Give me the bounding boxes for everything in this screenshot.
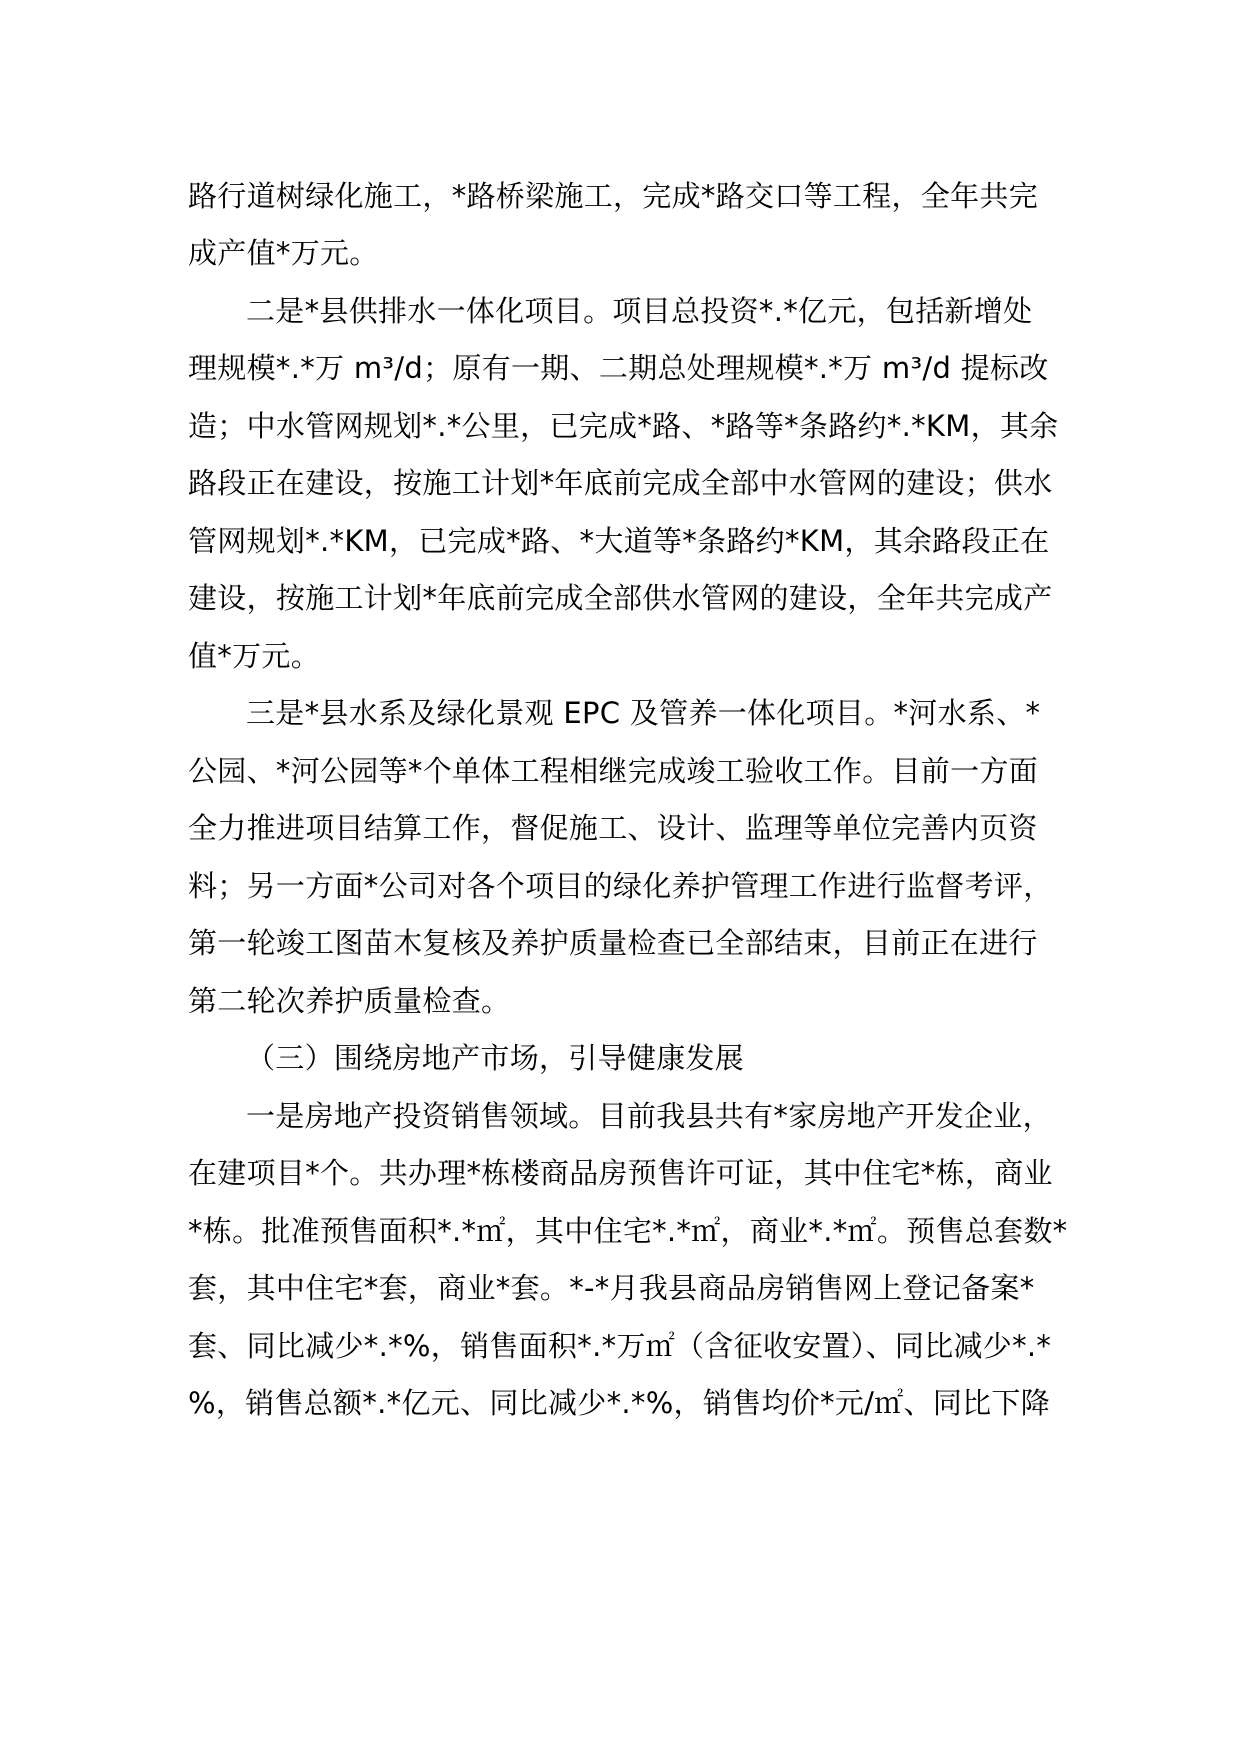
paragraph-line: 在建项目*个。共办理*栋楼商品房预售许可证，其中住宅*栋，商业 [188, 1156, 1053, 1190]
paragraph-line: 二是*县供排水一体化项目。项目总投资*.*亿元，包括新增处 [246, 294, 1033, 328]
paragraph-line: 套，其中住宅*套，商业*套。*-*月我县商品房销售网上登记备案* [188, 1271, 1035, 1305]
paragraph-line: 公园、*河公园等*个单体工程相继完成竣工验收工作。目前一方面 [188, 754, 1039, 788]
paragraph-line: 路段正在建设，按施工计划*年底前完成全部中水管网的建设；供水 [188, 466, 1053, 500]
paragraph-line: 第一轮竣工图苗木复核及养护质量检查已全部结束，目前正在进行 [188, 926, 1038, 960]
paragraph-line: 理规模*.*万 m³/d；原有一期、二期总处理规模*.*万 m³/d 提标改 [188, 351, 1049, 385]
paragraph-line: 造；中水管网规划*.*公里，已完成*路、*路等*条路约*.*KM，其余 [188, 409, 1059, 443]
section-heading: （三）围绕房地产市场，引导健康发展 [246, 1041, 745, 1075]
paragraph-line: 成产值*万元。 [188, 236, 379, 270]
paragraph-line: *栋。批准预售面积*.*㎡，其中住宅*.*㎡，商业*.*㎡。预售总套数* [188, 1214, 1068, 1248]
paragraph-line: 一是房地产投资销售领域。目前我县共有*家房地产开发企业， [246, 1099, 1052, 1133]
paragraph-line: 管网规划*.*KM，已完成*路、*大道等*条路约*KM，其余路段正在 [188, 524, 1050, 558]
paragraph-line: 全力推进项目结算工作，督促施工、设计、监理等单位完善内页资 [188, 811, 1038, 845]
paragraph-line: 建设，按施工计划*年底前完成全部供水管网的建设，全年共完成产 [188, 581, 1053, 615]
paragraph-line: 料；另一方面*公司对各个项目的绿化养护管理工作进行监督考评， [188, 869, 1053, 903]
paragraph-line: 三是*县水系及绿化景观 EPC 及管养一体化项目。*河水系、* [246, 696, 1041, 730]
paragraph-line: 套、同比减少*.*%，销售面积*.*万㎡（含征收安置）、同比减少*.* [188, 1329, 1052, 1363]
paragraph-line: 值*万元。 [188, 639, 321, 673]
paragraph-line: 第二轮次养护质量检查。 [188, 984, 511, 1018]
paragraph-line: %，销售总额*.*亿元、同比减少*.*%，销售均价*元/㎡、同比下降 [188, 1386, 1051, 1420]
paragraph-line: 路行道树绿化施工，*路桥梁施工，完成*路交口等工程，全年共完 [188, 179, 1039, 213]
